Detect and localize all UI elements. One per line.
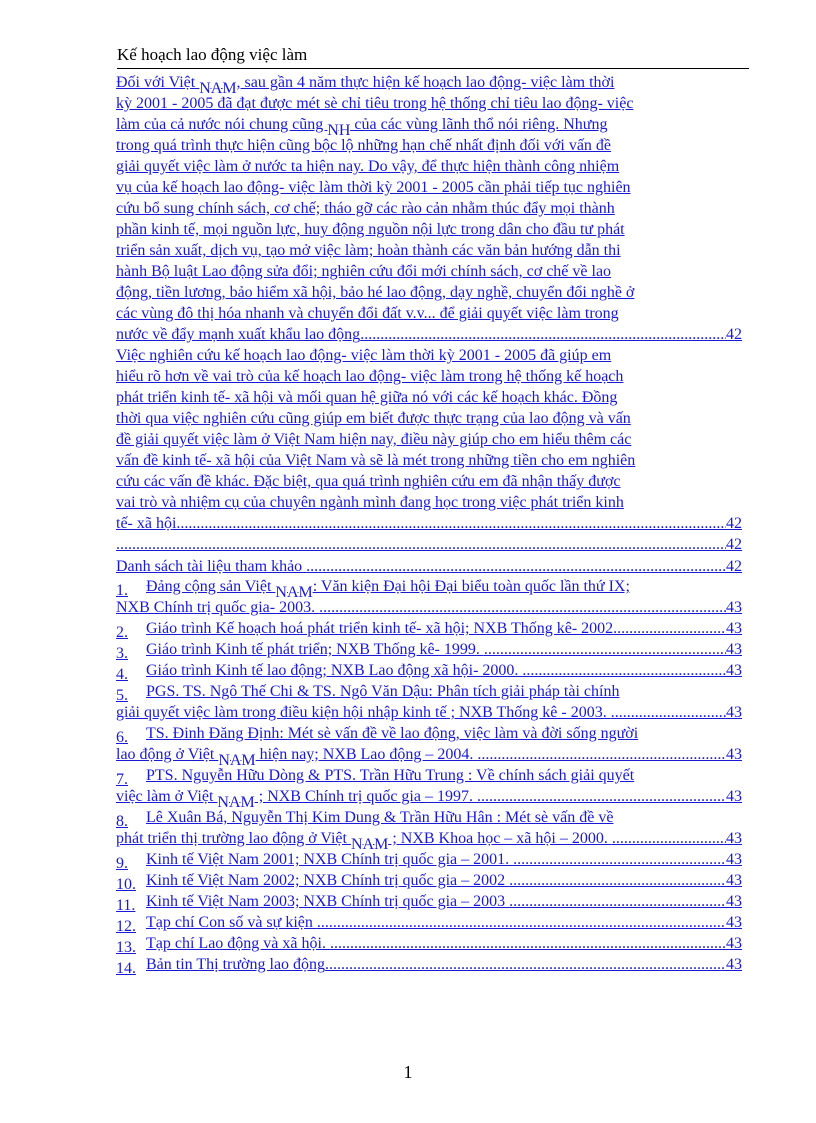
toc-page-number: 43 <box>726 872 742 889</box>
toc-leader-dots <box>360 326 726 344</box>
reference-number: 6. <box>116 729 128 746</box>
toc-entry-line[interactable] <box>116 536 742 554</box>
toc-entry-line[interactable]: giải quyết việc làm ở nước ta hiện nay. Do vậy, để thực hiện thành công nhiệm <box>116 158 620 175</box>
toc-page-number: 43 <box>726 935 742 952</box>
toc-entry-line[interactable]: Đối với Việt NAM, sau gần 4 năm thực hiện kế hoạch lao động- việc làm thời <box>116 74 615 97</box>
subscript-fragment: NAM <box>199 80 237 97</box>
toc-entry-text: Giáo trình Kế hoạch hoá phát triển kinh tế- xã hội; NXB Thống kê- 2002 <box>146 620 614 637</box>
toc-entry-text: NXB Chính trị quốc gia- 2003. <box>116 599 320 616</box>
toc-entry-text: nước về đẩy mạnh xuất khẩu lao động <box>116 326 361 343</box>
toc-entry-text: lao động ở Việt NAM hiện nay; NXB Lao động – 2004. <box>116 746 478 769</box>
reference-number: 12. <box>116 918 136 935</box>
toc-entry-line[interactable]: vai trò và nhiệm cụ của chuyên ngành mình đang học trong việc phát triển kinh <box>116 494 624 511</box>
toc-page-number: 43 <box>726 620 742 637</box>
toc-leader-dots <box>611 704 726 722</box>
toc-entry-text: việc làm ở Việt NAM ; NXB Chính trị quốc gia – 1997. <box>116 788 477 811</box>
toc-leader-dots <box>477 788 726 806</box>
toc-page-number: 43 <box>726 830 742 847</box>
toc-leader-dots <box>306 558 726 576</box>
reference-entry-line[interactable] <box>146 641 742 659</box>
toc-entry-line[interactable] <box>116 515 742 533</box>
toc-leader-dots <box>509 893 726 911</box>
toc-page-number: 42 <box>726 558 742 575</box>
reference-entry-line[interactable]: Đảng cộng sản Việt NAM: Văn kiện Đại hội Đại biểu toàn quốc lần thứ IX; <box>146 578 630 601</box>
toc-entry-text: Giáo trình Kinh tế lao động; NXB Lao động xã hội- 2000. <box>146 662 523 679</box>
reference-number: 2. <box>116 624 128 641</box>
reference-number: 7. <box>116 771 128 788</box>
reference-number: 14. <box>116 960 136 977</box>
toc-page-number: 43 <box>726 851 742 868</box>
reference-entry-line[interactable]: PTS. Nguyễn Hữu Dòng & PTS. Trần Hữu Trung : Về chính sách giải quyết <box>146 767 635 784</box>
reference-number: 1. <box>116 582 128 599</box>
toc-entry-line[interactable]: kỳ 2001 - 2005 đã đạt được mét sè chỉ tiêu trong hệ thống chỉ tiêu lao động- việc <box>116 95 634 112</box>
toc-entry-line[interactable]: động, tiền lương, bảo hiểm xã hội, bảo hé lao động, dạy nghề, chuyển đổi nghề ở <box>116 284 635 301</box>
subscript-fragment: NAM <box>350 836 389 853</box>
toc-entry-line[interactable]: các vùng đô thị hóa nhanh và chuyển đổi đất v.v... để giải quyết việc làm trong <box>116 305 619 322</box>
toc-leader-dots <box>484 641 726 659</box>
reference-number: 8. <box>116 813 128 830</box>
reference-number: 3. <box>116 645 128 662</box>
toc-entry-text: giải quyết việc làm trong điều kiện hội nhập kinh tế ; NXB Thống kê - 2003. <box>116 704 611 721</box>
toc-entry-line[interactable]: Việc nghiên cứu kế hoạch lao động- việc làm thời kỳ 2001 - 2005 đã giúp em <box>116 347 612 364</box>
reference-entry-line[interactable]: TS. Đinh Đăng Định: Mét sè vấn đề về lao động, việc làm và đời sống người <box>146 725 639 742</box>
toc-page-number: 42 <box>726 515 742 532</box>
subscript-fragment: NH <box>327 122 351 139</box>
reference-entry-line[interactable] <box>146 956 742 974</box>
reference-entry-line[interactable] <box>146 872 742 890</box>
subscript-fragment: NAM <box>217 794 255 811</box>
toc-leader-dots <box>116 536 726 554</box>
toc-page-number: 43 <box>726 704 742 721</box>
toc-page-number: 43 <box>726 746 742 763</box>
header-divider <box>117 68 749 69</box>
toc-entry-text: Kinh tế Việt Nam 2001; NXB Chính trị quốc gia – 2001. <box>146 851 514 868</box>
toc-leader-dots <box>325 956 726 974</box>
subscript-fragment: NAM <box>275 584 313 601</box>
toc-entry-line[interactable]: phát triển kinh tế- xã hội và mối quan hệ giữa nó với các kế hoạch khác. Đồng <box>116 389 618 406</box>
toc-page-number: 43 <box>726 788 742 805</box>
toc-leader-dots <box>513 851 726 869</box>
toc-entry-text: tế- xã hội. <box>116 515 181 532</box>
toc-leader-dots <box>522 662 726 680</box>
toc-entry-line[interactable]: cứu các vấn đề khác. Đặc biệt, qua quá trình nghiên cứu em đã nhận thấy được <box>116 473 621 490</box>
reference-entry-line[interactable] <box>146 893 742 911</box>
toc-page-number: 43 <box>726 914 742 931</box>
toc-entry-line[interactable]: trong quá trình thực hiện cũng bộc lộ những hạn chế nhất định đối với vấn đề <box>116 137 612 154</box>
reference-entry-line[interactable] <box>116 746 742 769</box>
toc-leader-dots <box>509 872 726 890</box>
toc-page-number: 43 <box>726 641 742 658</box>
reference-entry-line[interactable] <box>146 935 742 953</box>
subscript-fragment: NAM <box>218 752 256 769</box>
reference-number: 4. <box>116 666 128 683</box>
reference-entry-line[interactable] <box>116 830 742 853</box>
toc-entry-text: Bản tin Thị trường lao động <box>146 956 326 973</box>
toc-leader-dots <box>612 830 726 848</box>
toc-page-number: 43 <box>726 599 742 616</box>
toc-leader-dots <box>477 746 726 764</box>
toc-entry-text: Tạp chí Con số và sự kiện <box>146 914 317 931</box>
toc-page-number: 42 <box>726 536 742 553</box>
page-number: 1 <box>403 1062 413 1082</box>
reference-entry-line[interactable] <box>116 704 742 722</box>
toc-entry-line[interactable]: cứu bổ sung chính sách, cơ chế; tháo gỡ các rào cản nhằm thúc đẩy mọi thành <box>116 200 615 217</box>
toc-entry-references-heading[interactable] <box>116 558 742 576</box>
toc-entry-line[interactable]: vấn đề kinh tế- xã hội của Việt Nam và sẽ là mét trong những tiền cho em nghiên <box>116 452 636 469</box>
reference-entry-line[interactable] <box>146 620 742 638</box>
reference-entry-line[interactable]: Lê Xuân Bá, Nguyễn Thị Kim Dung & Trần Hữu Hân : Mét sè vấn đề về <box>146 809 614 826</box>
reference-entry-line[interactable] <box>146 914 742 932</box>
toc-entry-line[interactable] <box>116 326 742 344</box>
reference-entry-line[interactable] <box>146 662 742 680</box>
reference-number: 9. <box>116 855 128 872</box>
toc-page-number: 43 <box>726 956 742 973</box>
toc-leader-dots <box>319 599 726 617</box>
toc-entry-text: Tạp chí Lao động và xã hội. <box>146 935 330 952</box>
toc-entry-line[interactable]: hành Bộ luật Lao động sửa đổi; nghiên cứu đổi mới chính sách, cơ chế về lao <box>116 263 612 280</box>
reference-number: 10. <box>116 876 136 893</box>
toc-entry-line[interactable]: hiểu rõ hơn về vai trò của kế hoạch lao động- việc làm trong hệ thống kế hoạch <box>116 368 624 385</box>
toc-page-number: 43 <box>726 893 742 910</box>
toc-entry-line[interactable]: đề giải quyết việc làm ở Việt Nam hiện nay, điều này giúp cho em hiểu thêm các <box>116 431 632 448</box>
toc-leader-dots <box>330 935 726 953</box>
toc-leader-dots <box>317 914 726 932</box>
toc-entry-line[interactable]: vụ của kế hoạch lao động- việc làm thời kỳ 2001 - 2005 cần phải tiếp tục nghiên <box>116 179 631 196</box>
reference-entry-line[interactable]: PGS. TS. Ngô Thế Chi & TS. Ngô Văn Dậu: Phân tích giải pháp tài chính <box>146 683 620 700</box>
reference-number: 5. <box>116 687 128 704</box>
reference-entry-line[interactable] <box>116 788 742 811</box>
document-header-title: Kế hoạch lao động việc làm <box>117 45 308 64</box>
toc-leader-dots <box>180 515 726 533</box>
toc-entry-line[interactable]: triển sản xuất, dịch vụ, tạo mở việc làm; hoàn thành các văn bản hướng dẫn thi <box>116 242 621 259</box>
toc-page-number: 42 <box>726 326 742 343</box>
reference-entry-line[interactable] <box>146 851 742 869</box>
toc-entry-text: Kinh tế Việt Nam 2002; NXB Chính trị quốc gia – 2002 <box>146 872 510 889</box>
toc-page-number: 43 <box>726 662 742 679</box>
reference-number: 13. <box>116 939 136 956</box>
reference-entry-line[interactable] <box>116 599 742 617</box>
toc-entry-text: phát triển thị trường lao động ở Việt NAM ; NXB Khoa học – xã hội – 2000. <box>116 830 612 853</box>
toc-entry-line[interactable]: thời qua việc nghiên cứu cũng giúp em biết được thực trạng của lao động và vấn <box>116 410 631 427</box>
toc-entry-line[interactable]: làm của cả nước nói chung cũng NH của các vùng lãnh thổ nói riêng. Nhưng <box>116 116 608 139</box>
toc-entry-text: Giáo trình Kinh tế phát triển; NXB Thống kê- 1999. <box>146 641 484 658</box>
toc-entry-text: Danh sách tài liệu tham khảo <box>116 558 307 575</box>
toc-leader-dots <box>613 620 726 638</box>
toc-entry-text: Kinh tế Việt Nam 2003; NXB Chính trị quốc gia – 2003 <box>146 893 510 910</box>
reference-number: 11. <box>116 897 136 914</box>
toc-entry-line[interactable]: phần kinh tế, mọi nguồn lực, huy động nguồn nội lực trong dân cho đầu tư phát <box>116 221 625 238</box>
